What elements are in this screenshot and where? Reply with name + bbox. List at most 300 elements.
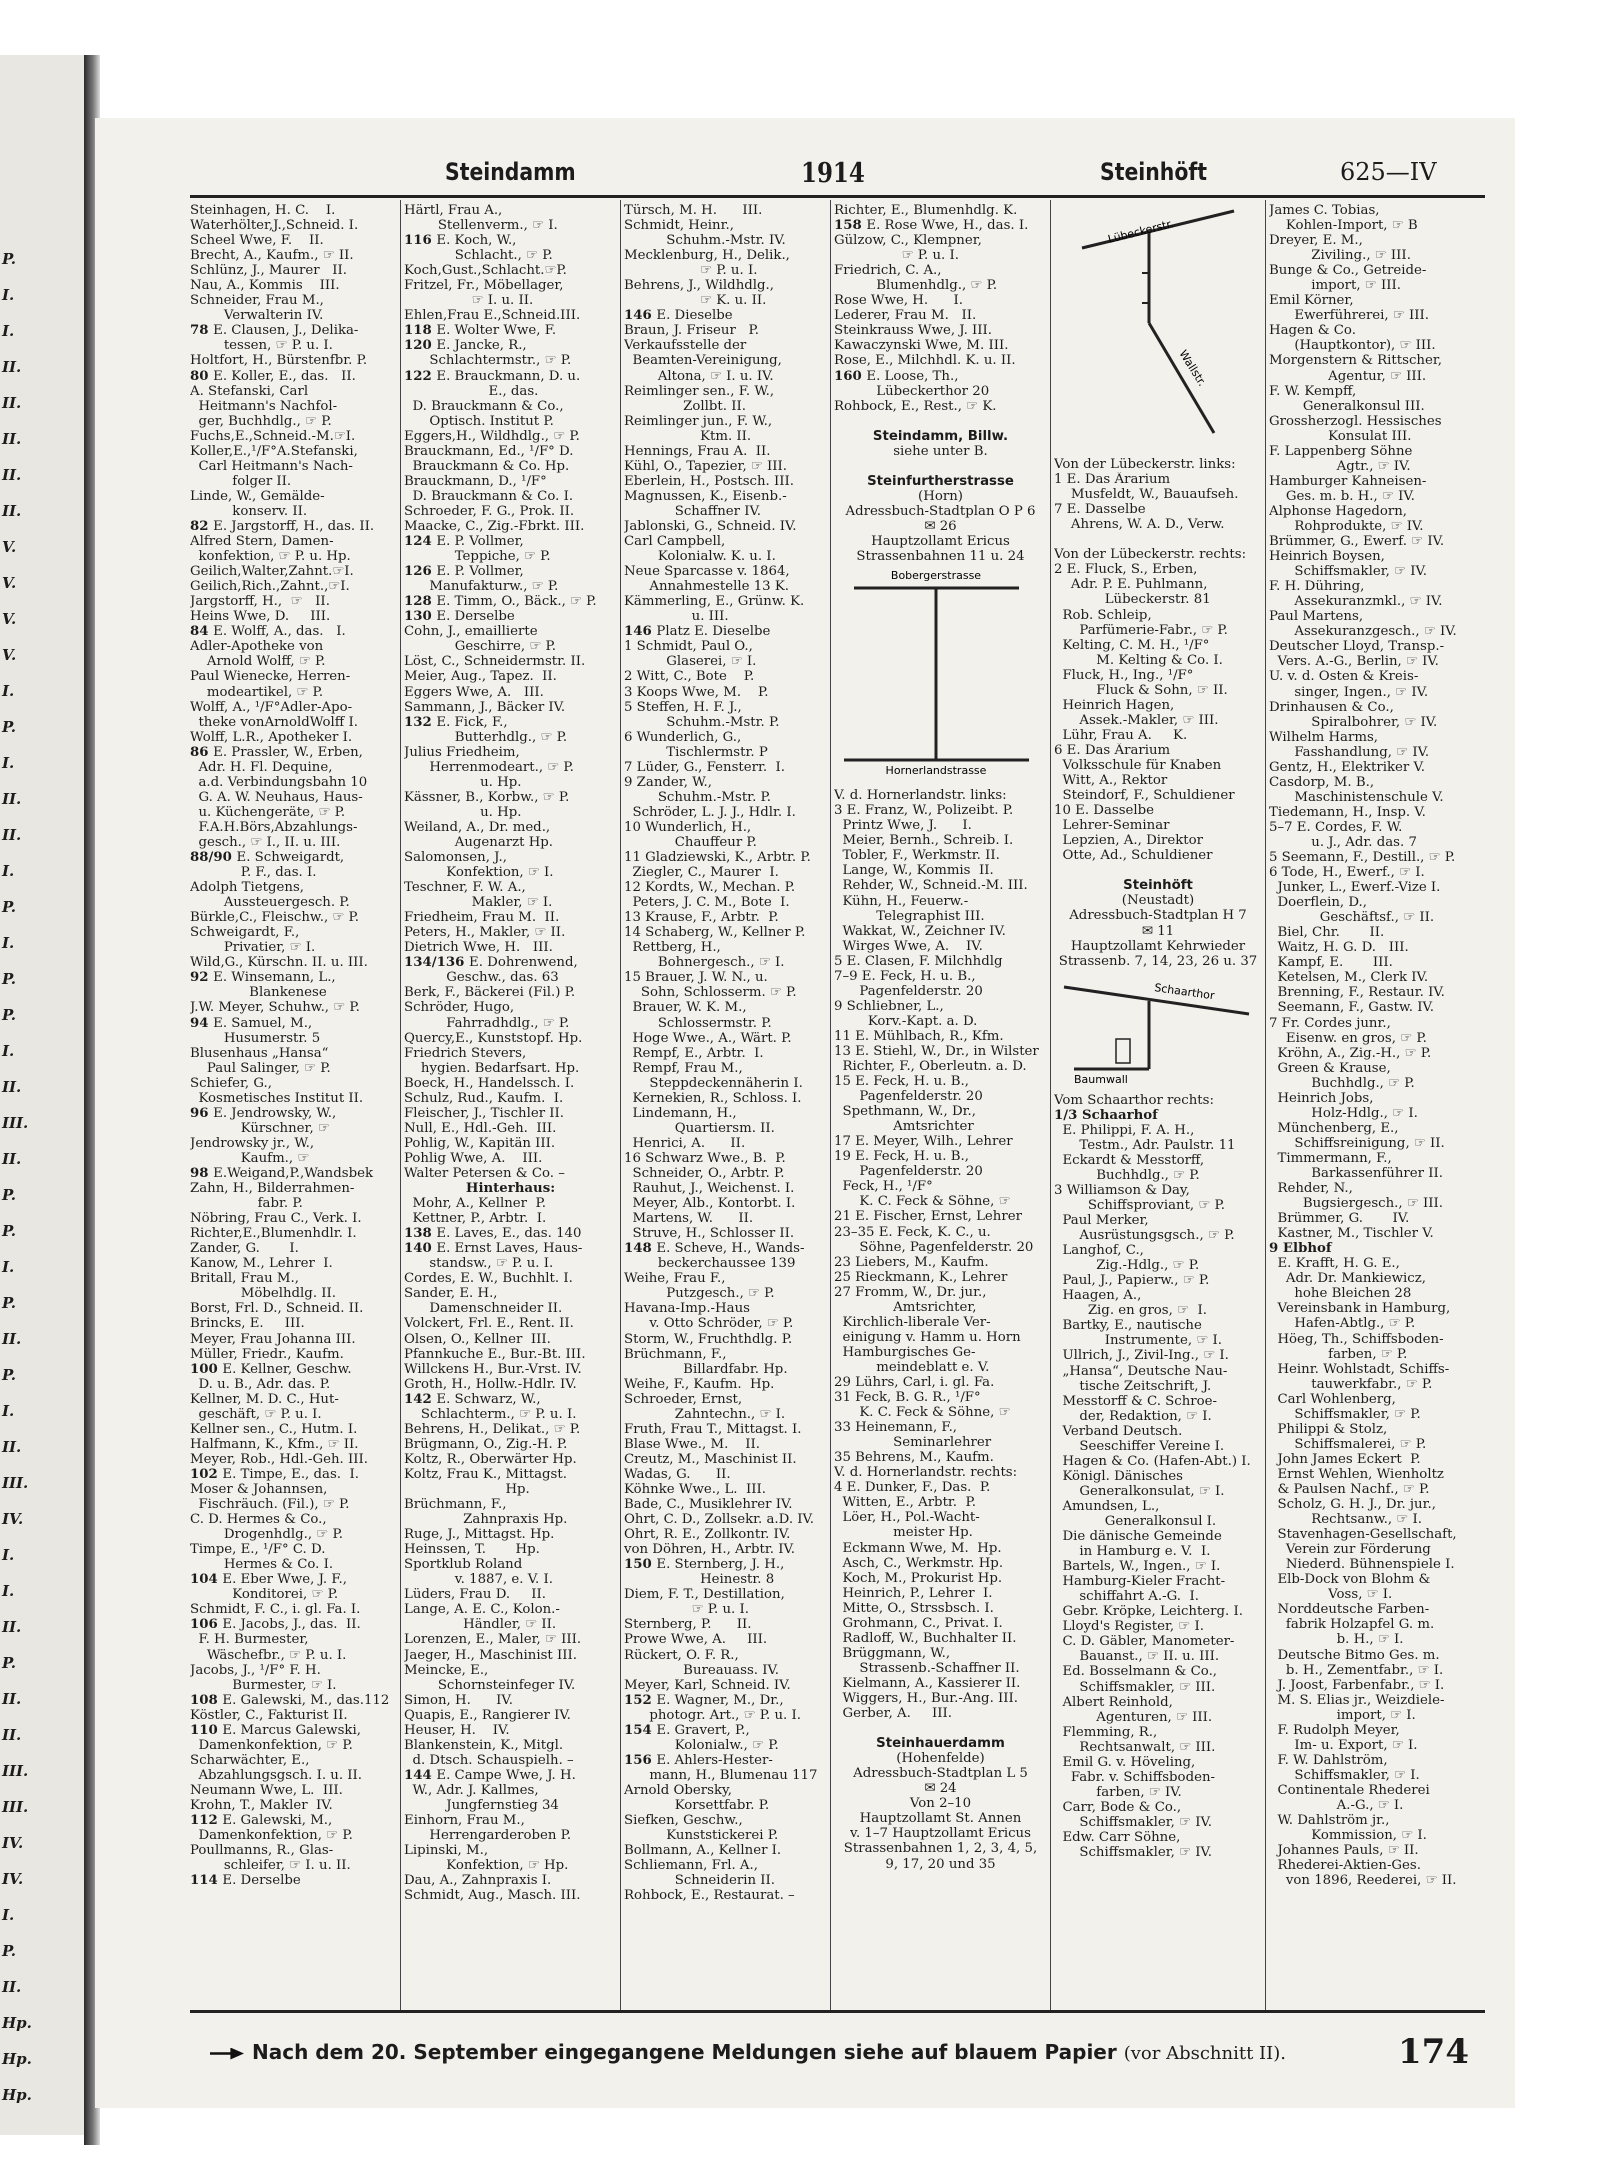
directory-entry bbox=[190, 1858, 397, 1873]
directory-entry bbox=[1269, 1106, 1484, 1121]
entry-text: Heuser, H. IV. bbox=[404, 1722, 510, 1738]
entry-text: Kielmann, A., Kassierer II. bbox=[834, 1675, 1021, 1691]
entry-text: Grohmann, C., Privat. I. bbox=[834, 1615, 1003, 1631]
house-number: 106 bbox=[190, 1617, 223, 1633]
directory-entry bbox=[624, 1362, 827, 1377]
directory-entry bbox=[190, 1332, 397, 1347]
directory-entry bbox=[834, 248, 1047, 263]
house-number: 110 bbox=[190, 1722, 223, 1738]
street-diagram-steinfurtherstrasse bbox=[834, 564, 1047, 788]
entry-text: Kolonialw. K. u. I. bbox=[624, 549, 776, 565]
house-number: 112 bbox=[190, 1813, 223, 1829]
entry-text: Prowe Wwe, A. III. bbox=[624, 1632, 768, 1648]
street-section-info: Von 2–10 bbox=[909, 1796, 972, 1812]
entry-text: Jendrowsky jr., W., bbox=[190, 1135, 315, 1151]
entry-text: Lorenzen, E., Maler, ☞ III. bbox=[404, 1632, 582, 1648]
entry-text: Kelting, C. M. H., ¹/F° bbox=[1054, 637, 1210, 653]
entry-text: 1 E. Das Ärarium bbox=[1054, 472, 1171, 488]
directory-entry bbox=[834, 308, 1047, 323]
entry-text: Telegraphist III. bbox=[834, 908, 985, 924]
entry-text: Schaffner IV. bbox=[624, 503, 761, 519]
footer-notice bbox=[210, 2040, 1286, 2064]
directory-entry bbox=[1269, 850, 1484, 865]
directory-entry bbox=[404, 760, 617, 775]
entry-text: D. Brauckmann & Co. I. bbox=[404, 488, 574, 504]
directory-entry bbox=[834, 1450, 1047, 1465]
entry-text: Groth, H., Hollw.-Hdlr. IV. bbox=[404, 1376, 577, 1392]
entry-text: Eggers Wwe, A. III. bbox=[404, 684, 544, 700]
directory-entry bbox=[624, 594, 827, 609]
directory-entry bbox=[404, 1602, 617, 1617]
entry-text: Schmidt, F. C., i. gl. Fa. I. bbox=[190, 1602, 361, 1618]
entry-text: mann, H., Blumenau 117 bbox=[624, 1767, 818, 1783]
entry-text: 6 Wunderlich, G., bbox=[624, 729, 742, 745]
entry-text: F.A.H.Börs,Abzahlungs- bbox=[190, 819, 358, 835]
directory-entry bbox=[1269, 1557, 1484, 1572]
entry-text: 7–9 E. Feck, H. u. B., bbox=[834, 968, 976, 984]
directory-entry bbox=[1269, 1211, 1484, 1226]
entry-text: Stellenverm., ☞ I. bbox=[404, 218, 558, 234]
entry-text: Brauckmann, D., ¹/F° bbox=[404, 473, 547, 489]
directory-entry bbox=[834, 384, 1047, 399]
entry-text: Brüchmann, F., bbox=[404, 1497, 507, 1513]
directory-entry bbox=[624, 1542, 827, 1557]
entry-text: Kürschner, ☞ bbox=[190, 1120, 330, 1136]
entry-text: Sammann, J., Bäcker IV. bbox=[404, 699, 566, 715]
entry-text: u. Hp. bbox=[404, 774, 522, 790]
entry-text: u. Hp. bbox=[404, 804, 522, 820]
entry-text: Pfannkuche E., Bur.-Bt. III. bbox=[404, 1346, 586, 1362]
entry-text: Grossherzogl. Hessisches bbox=[1269, 413, 1442, 429]
directory-entry bbox=[624, 1332, 827, 1347]
directory-entry bbox=[1269, 1858, 1484, 1873]
entry-text: 4 E. Dunker, F., Das. P. bbox=[834, 1480, 991, 1496]
directory-entry bbox=[190, 1813, 397, 1828]
directory-entry bbox=[190, 760, 397, 775]
directory-entry bbox=[1054, 1273, 1262, 1288]
directory-entry bbox=[624, 985, 827, 1000]
directory-entry bbox=[404, 1723, 617, 1738]
directory-entry bbox=[624, 1226, 827, 1241]
entry-text: Nau, A., Kommis III. bbox=[190, 278, 340, 294]
directory-entry bbox=[190, 1347, 397, 1362]
directory-entry bbox=[404, 1000, 617, 1015]
house-number: 158 bbox=[834, 218, 867, 234]
directory-entry bbox=[190, 955, 397, 970]
directory-entry bbox=[1269, 985, 1484, 1000]
directory-entry bbox=[190, 1121, 397, 1136]
entry-text: Rohbock, E., Rest., ☞ K. bbox=[834, 398, 997, 414]
entry-text: u. J., Adr. das. 7 bbox=[1269, 834, 1417, 850]
directory-entry bbox=[624, 1828, 827, 1843]
entry-text: farben, ☞ P. bbox=[1269, 1346, 1408, 1362]
entry-text: Wolff, A., ¹/F°Adler-Apo- bbox=[190, 699, 353, 715]
entry-text: F. W. Dahlström, bbox=[1269, 1752, 1388, 1768]
entry-text: Schroeder, Ernst, bbox=[624, 1391, 743, 1407]
entry-text: Waterhölter,J.,Schneid. I. bbox=[190, 218, 359, 234]
entry-text: fabr. P. bbox=[190, 1196, 303, 1212]
entry-text: Sportklub Roland bbox=[404, 1557, 523, 1573]
entry-text: standsw., ☞ P. u. I. bbox=[404, 1256, 554, 1272]
entry-text: Brüchmann, F., bbox=[624, 1346, 727, 1362]
entry-text: Heinestr. 8 bbox=[624, 1572, 775, 1588]
directory-entry bbox=[404, 1106, 617, 1121]
directory-entry bbox=[834, 1119, 1047, 1134]
previous-page-floor-mark: III. bbox=[2, 1474, 29, 1492]
entry-text: Abzahlungsgsch. I. u. II. bbox=[190, 1767, 363, 1783]
directory-entry bbox=[624, 1648, 827, 1663]
directory-entry bbox=[404, 293, 617, 308]
directory-entry bbox=[624, 1286, 827, 1301]
entry-text: Nöbring, Frau C., Verk. I. bbox=[190, 1211, 362, 1227]
entry-text: Martens, W. II. bbox=[624, 1211, 754, 1227]
directory-entry bbox=[1269, 534, 1484, 549]
directory-entry bbox=[404, 1151, 617, 1166]
directory-entry bbox=[1054, 547, 1262, 562]
directory-entry bbox=[624, 1768, 827, 1783]
entry-text: F. H. Burmester, bbox=[190, 1632, 309, 1648]
house-number: 96 bbox=[190, 1105, 214, 1121]
entry-text: E. Marcus Galewski, bbox=[222, 1722, 361, 1738]
directory-entry bbox=[624, 1497, 827, 1512]
directory-entry bbox=[1054, 713, 1262, 728]
directory-entry bbox=[624, 1663, 827, 1678]
directory-entry bbox=[834, 369, 1047, 384]
directory-entry bbox=[1054, 623, 1262, 638]
directory-entry bbox=[404, 1813, 617, 1828]
previous-page-floor-mark: II. bbox=[2, 430, 22, 448]
entry-text: Hamburg-Kieler Fracht- bbox=[1054, 1574, 1226, 1590]
directory-entry bbox=[834, 1134, 1047, 1149]
directory-entry bbox=[1269, 519, 1484, 534]
directory-entry bbox=[1269, 399, 1484, 414]
entry-text: Scholz, G. H. J., Dr. jur., bbox=[1269, 1497, 1436, 1513]
entry-text: Husumerstr. 5 bbox=[190, 1030, 321, 1046]
entry-text: Dreyer, E. M., bbox=[1269, 233, 1363, 249]
directory-entry bbox=[1269, 910, 1484, 925]
directory-entry bbox=[190, 1632, 397, 1647]
directory-entry bbox=[190, 1587, 397, 1602]
entry-text: konfektion, ☞ P. u. Hp. bbox=[190, 549, 351, 565]
entry-text: Höeg, Th., Schiffsboden- bbox=[1269, 1331, 1444, 1347]
entry-text: modeartikel, ☞ P. bbox=[190, 684, 324, 700]
entry-text: 35 Behrens, M., Kaufm. bbox=[834, 1450, 994, 1466]
entry-text: Brauer, W. K. M., bbox=[624, 1000, 747, 1016]
directory-entry bbox=[834, 1164, 1047, 1179]
directory-entry bbox=[834, 939, 1047, 954]
entry-text: Messtorff & C. Schroe- bbox=[1054, 1393, 1218, 1409]
directory-entry bbox=[190, 1166, 397, 1181]
previous-page-floor-mark: Hp. bbox=[2, 2086, 32, 2104]
entry-text: meister Hp. bbox=[834, 1525, 973, 1541]
directory-entry bbox=[190, 444, 397, 459]
entry-text: Ehlen,Frau E.,Schneid.III. bbox=[404, 308, 581, 324]
entry-text: 10 E. Dasselbe bbox=[1054, 803, 1155, 819]
directory-entry bbox=[1054, 1770, 1262, 1785]
directory-entry bbox=[1054, 1755, 1262, 1770]
directory-entry bbox=[1054, 1318, 1262, 1333]
entry-text: Brenning, F., Restaur. IV. bbox=[1269, 985, 1445, 1001]
entry-text: Struve, H., Schlosser II. bbox=[624, 1226, 795, 1242]
entry-text: Meyer, Karl, Schneid. IV. bbox=[624, 1677, 791, 1693]
entry-text: E. Philippi, F. A. H., bbox=[1054, 1122, 1195, 1138]
entry-text: Eckmann Wwe, M. Hp. bbox=[834, 1540, 1002, 1556]
entry-text: F. W. Kempff, bbox=[1269, 383, 1357, 399]
directory-entry bbox=[190, 1286, 397, 1301]
directory-entry bbox=[1269, 1587, 1484, 1602]
directory-entry bbox=[624, 278, 827, 293]
directory-entry bbox=[834, 1059, 1047, 1074]
directory-entry bbox=[1269, 1000, 1484, 1015]
pointing-hand-icon bbox=[210, 2048, 244, 2060]
directory-entry bbox=[624, 1196, 827, 1211]
entry-text: Ketelsen, M., Clerk IV. bbox=[1269, 970, 1429, 986]
directory-entry bbox=[404, 715, 617, 730]
entry-text: b. H., Zementfabr., ☞ I. bbox=[1269, 1662, 1444, 1678]
entry-text: (Hauptkontor), ☞ III. bbox=[1269, 338, 1436, 354]
directory-entry bbox=[190, 534, 397, 549]
directory-entry bbox=[624, 1392, 827, 1407]
house-number: 86 bbox=[190, 744, 214, 760]
entry-text: Schornsteinfeger IV. bbox=[404, 1677, 576, 1693]
spacer bbox=[834, 459, 1047, 474]
directory-entry bbox=[1269, 1181, 1484, 1196]
directory-entry bbox=[1269, 1091, 1484, 1106]
entry-text: Bunge & Co., Getreide- bbox=[1269, 263, 1427, 279]
entry-text: Schlünz, J., Maurer II. bbox=[190, 263, 348, 279]
directory-entry bbox=[1269, 1407, 1484, 1422]
directory-entry bbox=[190, 1316, 397, 1331]
directory-entry bbox=[404, 429, 617, 444]
entry-text: Magnussen, K., Eisenb.- bbox=[624, 488, 787, 504]
entry-text: Verein zur Förderung bbox=[1269, 1542, 1431, 1558]
entry-text: Elb-Dock von Blohm & bbox=[1269, 1572, 1431, 1588]
entry-text: A. Stefanski, Carl bbox=[190, 383, 309, 399]
entry-text: Heitmann's Nachfol- bbox=[190, 398, 338, 414]
entry-text: Sohn, Schlosserm. ☞ P. bbox=[624, 985, 797, 1001]
entry-text: Schiffsmakler, ☞ III. bbox=[1054, 1679, 1216, 1695]
directory-entry bbox=[190, 1678, 397, 1693]
entry-text: Lüders, Frau D. II. bbox=[404, 1587, 546, 1603]
entry-text: Zig.-Hdlg., ☞ P. bbox=[1054, 1258, 1200, 1274]
previous-page-floor-mark: II. bbox=[2, 1078, 22, 1096]
entry-text: geschäft, ☞ P. u. I. bbox=[190, 1406, 322, 1422]
entry-text: Bohnergesch., ☞ I. bbox=[624, 955, 785, 971]
directory-entry bbox=[1269, 1527, 1484, 1542]
entry-text: Jargstorff, H., ☞ II. bbox=[190, 594, 330, 610]
house-number: 150 bbox=[624, 1557, 657, 1573]
previous-page-floor-mark: II. bbox=[2, 1726, 22, 1744]
street-section-info: Adressbuch-Stadtplan L 5 bbox=[853, 1766, 1028, 1782]
entry-text: Kampf, E. III. bbox=[1269, 955, 1393, 971]
entry-text: Meier, Aug., Tapez. II. bbox=[404, 669, 557, 685]
entry-text: Strassenb.-Schaffner II. bbox=[834, 1660, 1020, 1676]
directory-entry bbox=[624, 489, 827, 504]
entry-text: Brauckmann, Ed., ¹/F° D. bbox=[404, 443, 574, 459]
directory-entry bbox=[190, 865, 397, 880]
directory-entry bbox=[624, 1181, 827, 1196]
directory-entry bbox=[834, 863, 1047, 878]
directory-entry bbox=[190, 414, 397, 429]
entry-text: Biel, Chr. II. bbox=[1269, 925, 1385, 941]
entry-text: E. Loose, Th., bbox=[866, 368, 959, 384]
entry-text: Stavenhagen-Gesellschaft, bbox=[1269, 1527, 1457, 1543]
entry-text: E. Laves, E., das. 140 bbox=[436, 1226, 582, 1242]
entry-text: Feck, H., ¹/F° bbox=[834, 1179, 933, 1195]
entry-text: Borst, Frl. D., Schneid. II. bbox=[190, 1301, 364, 1317]
entry-text: Flemming, R., bbox=[1054, 1724, 1158, 1740]
entry-text: Heins Wwe, D. III. bbox=[190, 609, 331, 625]
entry-text: schiffahrt A.-G. I. bbox=[1054, 1589, 1199, 1605]
entry-text: Manufakturw., ☞ P. bbox=[404, 579, 559, 595]
directory-entry bbox=[834, 1541, 1047, 1556]
entry-text: Norddeutsche Farben- bbox=[1269, 1602, 1430, 1618]
entry-text: Agentur, ☞ III. bbox=[1269, 368, 1427, 384]
directory-entry bbox=[404, 1783, 617, 1798]
entry-text: K. C. Feck & Söhne, ☞ bbox=[834, 1405, 1011, 1421]
directory-column-2 bbox=[404, 203, 617, 1903]
entry-text: Timmermann, F., bbox=[1269, 1150, 1392, 1166]
previous-page-floor-mark: I. bbox=[2, 862, 15, 880]
directory-entry bbox=[1054, 1469, 1262, 1484]
entry-text: Generalkonsul III. bbox=[1269, 398, 1425, 414]
directory-entry bbox=[190, 805, 397, 820]
entry-text: Philippi & Stolz, bbox=[1269, 1421, 1388, 1437]
directory-entry bbox=[190, 1271, 397, 1286]
directory-entry bbox=[1269, 760, 1484, 775]
entry-text: E. Scheve, H., Wands- bbox=[656, 1241, 805, 1257]
directory-entry bbox=[624, 1347, 827, 1362]
directory-entry bbox=[624, 1256, 827, 1271]
directory-entry bbox=[624, 1437, 827, 1452]
entry-text: Heinssen, T. Hp. bbox=[404, 1542, 540, 1558]
street-section-info: Hauptzollamt St. Annen bbox=[859, 1811, 1022, 1827]
directory-entry bbox=[624, 519, 827, 534]
entry-text: E. Schweigardt, bbox=[236, 850, 345, 866]
footer-notice-text: Nach dem 20. September eingegangene Meldungen siehe auf blauem Papier bbox=[252, 2040, 1117, 2064]
directory-entry bbox=[624, 745, 827, 760]
directory-entry bbox=[1269, 609, 1484, 624]
street-section-info: ✉ 26 bbox=[924, 518, 957, 534]
house-number: 108 bbox=[190, 1692, 223, 1708]
entry-text: Drinhausen & Co., bbox=[1269, 699, 1394, 715]
entry-text: Maschinistenschule V. bbox=[1269, 789, 1444, 805]
directory-entry bbox=[1269, 203, 1484, 218]
directory-entry bbox=[624, 1136, 827, 1151]
directory-entry bbox=[190, 1091, 397, 1106]
directory-entry bbox=[404, 218, 617, 233]
previous-page-floor-mark: III. bbox=[2, 1114, 29, 1132]
entry-text: F. H. Dühring, bbox=[1269, 579, 1365, 595]
directory-entry bbox=[624, 1106, 827, 1121]
entry-text: Makler, ☞ I. bbox=[404, 895, 553, 911]
entry-text: Emil Körner, bbox=[1269, 293, 1354, 309]
directory-entry bbox=[834, 1465, 1047, 1480]
directory-entry bbox=[1269, 474, 1484, 489]
entry-text: Kröhn, A., Zig.-H., ☞ P. bbox=[1269, 1045, 1432, 1061]
entry-text: Rettberg, H., bbox=[624, 940, 721, 956]
street-section-info: Strassenbahnen 11 u. 24 bbox=[856, 549, 1025, 565]
previous-page-floor-mark: P. bbox=[2, 1294, 17, 1312]
entry-text: F. Rudolph Meyer, bbox=[1269, 1722, 1400, 1738]
house-number: 122 bbox=[404, 368, 437, 384]
entry-text: v. 1887, e. V. I. bbox=[404, 1572, 553, 1588]
entry-text: Schuhm.-Mstr. P. bbox=[624, 714, 780, 730]
directory-entry bbox=[834, 1646, 1047, 1661]
entry-text: Blusenhaus „Hansa“ bbox=[190, 1045, 329, 1061]
directory-entry bbox=[404, 1542, 617, 1557]
directory-entry bbox=[1269, 925, 1484, 940]
entry-text: E., das. bbox=[404, 383, 539, 399]
directory-entry bbox=[1269, 865, 1484, 880]
entry-text: schleifer, ☞ I. u. II. bbox=[190, 1858, 351, 1874]
directory-column-3 bbox=[624, 203, 827, 1903]
street-diagram-steindamm-luebeckerstr bbox=[1054, 203, 1262, 457]
entry-text: Paul, J., Papierw., ☞ P. bbox=[1054, 1273, 1210, 1289]
directory-entry bbox=[1269, 1437, 1484, 1452]
house-number: 138 bbox=[404, 1226, 437, 1242]
entry-text: Kettner, P., Arbtr. I. bbox=[404, 1211, 547, 1227]
directory-entry bbox=[1054, 1108, 1262, 1123]
entry-text: Scheel Wwe, F. II. bbox=[190, 233, 324, 249]
directory-entry bbox=[1054, 1138, 1262, 1153]
entry-text: tauwerkfabr., ☞ P. bbox=[1269, 1376, 1433, 1392]
directory-entry bbox=[834, 984, 1047, 999]
street-section-info: Adressbuch-Stadtplan H 7 bbox=[1069, 908, 1247, 924]
entry-text: 7 Lüder, G., Fensterr. I. bbox=[624, 759, 786, 775]
directory-entry bbox=[190, 1046, 397, 1061]
directory-entry bbox=[404, 1557, 617, 1572]
entry-text: einigung v. Hamm u. Horn bbox=[834, 1329, 1021, 1345]
directory-entry bbox=[624, 1858, 827, 1873]
entry-text: Damenkonfektion, ☞ P. bbox=[190, 1828, 353, 1844]
footer-notice-suffix: (vor Abschnitt II). bbox=[1123, 2043, 1287, 2064]
house-number: 100 bbox=[190, 1361, 223, 1377]
directory-entry bbox=[190, 1196, 397, 1211]
entry-text: Neue Sparcasse v. 1864, bbox=[624, 564, 790, 580]
previous-page-floor-mark: II. bbox=[2, 790, 22, 808]
entry-text: Schmidt, Heinr., bbox=[624, 218, 734, 234]
entry-text: Butterhdlg., ☞ P. bbox=[404, 729, 568, 745]
directory-entry bbox=[1269, 1873, 1484, 1888]
entry-text: ☞ I. u. II. bbox=[404, 293, 534, 309]
entry-text: Maacke, C., Zig.-Fbrkt. III. bbox=[404, 518, 585, 534]
directory-entry bbox=[624, 850, 827, 865]
entry-text: Ktm. II. bbox=[624, 428, 752, 444]
entry-text: Eggers,H., Wildhdlg., ☞ P. bbox=[404, 428, 580, 444]
directory-entry bbox=[1054, 1664, 1262, 1679]
directory-entry bbox=[1054, 743, 1262, 758]
entry-text: Gülzow, C., Klempner, bbox=[834, 233, 982, 249]
entry-text: 2 Witt, C., Bote P. bbox=[624, 669, 755, 685]
directory-entry bbox=[1054, 758, 1262, 773]
entry-text: Printz Wwe, J. I. bbox=[834, 818, 972, 834]
directory-entry bbox=[404, 1798, 617, 1813]
entry-text: Adr. P. E. Puhlmann, bbox=[1054, 577, 1208, 593]
directory-entry bbox=[624, 1121, 827, 1136]
entry-text: Bauanst., ☞ II. u. III. bbox=[1054, 1649, 1220, 1665]
directory-entry bbox=[624, 1843, 827, 1858]
entry-text: Alphonse Hagedorn, bbox=[1269, 503, 1407, 519]
directory-entry bbox=[834, 1014, 1047, 1029]
directory-entry bbox=[1269, 745, 1484, 760]
directory-entry bbox=[1269, 444, 1484, 459]
directory-entry bbox=[404, 1828, 617, 1843]
entry-text: Niederd. Bühnenspiele I. bbox=[1269, 1557, 1455, 1573]
directory-entry bbox=[404, 248, 617, 263]
directory-entry bbox=[190, 1151, 397, 1166]
entry-text: W. Dahlström jr., bbox=[1269, 1813, 1390, 1829]
